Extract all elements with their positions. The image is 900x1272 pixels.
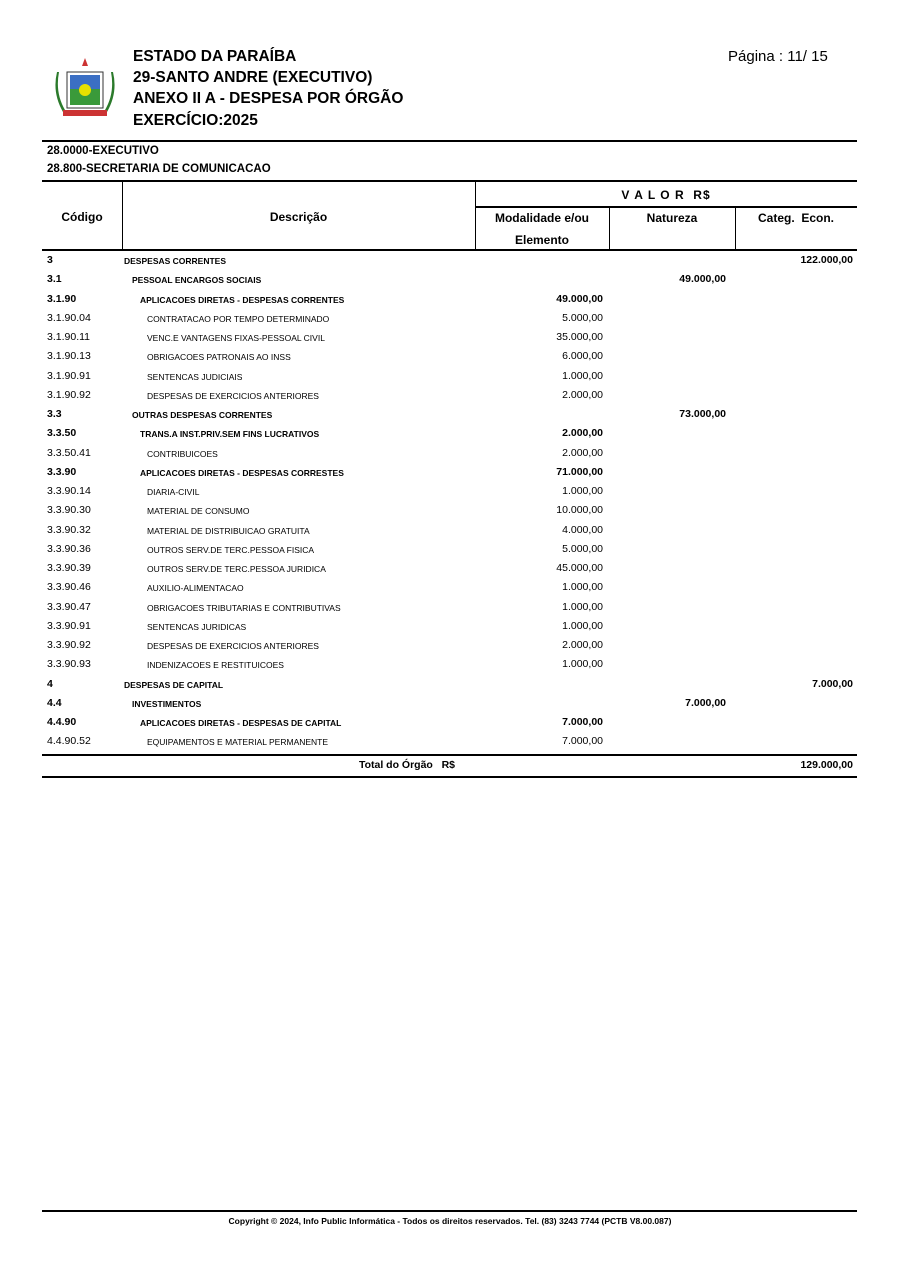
- row-description: VENC.E VANTAGENS FIXAS-PESSOAL CIVIL: [147, 333, 325, 343]
- row-value-mod: 5.000,00: [562, 311, 603, 324]
- table-row: [0, 522, 900, 541]
- table-row: [0, 291, 900, 310]
- row-code: 3.1: [47, 273, 62, 286]
- row-value-mod: 71.000,00: [556, 465, 603, 478]
- row-code: 3: [47, 254, 53, 266]
- row-description: AUXILIO-ALIMENTACAO: [147, 583, 244, 594]
- row-code: 3.3.90.47: [47, 600, 91, 613]
- row-description: PESSOAL ENCARGOS SOCIAIS: [132, 275, 262, 286]
- col-header-description: Descrição: [269, 210, 328, 224]
- row-description: EQUIPAMENTOS E MATERIAL PERMANENTE: [147, 737, 329, 748]
- row-code: 3.1.90.11: [47, 331, 91, 343]
- row-description: APLICACOES DIRETAS - DESPESAS DE CAPITAL: [140, 718, 342, 728]
- table-row: [0, 676, 900, 695]
- table-row: [0, 579, 900, 598]
- table-row: [0, 406, 900, 425]
- row-description: DIARIA-CIVIL: [147, 487, 200, 497]
- row-description: DESPESAS CORRENTES: [124, 256, 227, 266]
- row-code: 3.1.90.92: [47, 388, 91, 401]
- row-value-cat: 122.000,00: [800, 254, 853, 266]
- row-value-mod: 2.000,00: [562, 388, 603, 401]
- row-value-mod: 1.000,00: [562, 581, 603, 594]
- row-value-mod: 2.000,00: [562, 446, 603, 459]
- row-code: 3.3.90.32: [47, 523, 91, 536]
- row-code: 3.3.90.92: [47, 639, 91, 651]
- row-description: DESPESAS DE CAPITAL: [124, 679, 224, 690]
- row-description: TRANS.A INST.PRIV.SEM FINS LUCRATIVOS: [140, 429, 320, 440]
- row-code: 3.3.90.39: [47, 562, 91, 574]
- col-header-natureza: Natureza: [646, 211, 698, 225]
- row-value-mod: 5.000,00: [562, 542, 603, 555]
- row-value-mod: 7.000,00: [562, 716, 603, 728]
- table-row: [0, 695, 900, 714]
- col-header-elemento: Elemento: [514, 233, 569, 247]
- row-code: 3.3.90.93: [47, 658, 91, 671]
- table-row: [0, 733, 900, 752]
- table-row: [0, 618, 900, 637]
- row-value-nat: 49.000,00: [679, 273, 726, 286]
- org-subunit: 28.800-SECRETARIA DE COMUNICACAO: [47, 163, 271, 175]
- col-header-valor: V A L O R R$: [621, 188, 711, 202]
- total-value: 129.000,00: [800, 759, 853, 771]
- table-row: [0, 252, 900, 271]
- row-code: 3.1.90: [47, 292, 77, 305]
- row-code: 3.3.90.91: [47, 619, 91, 632]
- divider: [42, 140, 857, 142]
- row-code: 3.1.90.13: [47, 350, 91, 363]
- table-row: [0, 502, 900, 521]
- row-value-mod: 6.000,00: [562, 350, 603, 363]
- row-code: 3.3.90: [47, 465, 77, 478]
- table-row: [0, 425, 900, 444]
- row-description: MATERIAL DE DISTRIBUICAO GRATUITA: [147, 525, 310, 536]
- divider: [42, 754, 857, 756]
- row-code: 3.3.90.36: [47, 542, 91, 555]
- row-description: INDENIZACOES E RESTITUICOES: [147, 660, 284, 671]
- row-description: APLICACOES DIRETAS - DESPESAS CORRENTES: [140, 294, 345, 305]
- row-value-mod: 35.000,00: [556, 331, 603, 343]
- row-code: 4.4: [47, 696, 62, 709]
- table-row: [0, 599, 900, 618]
- row-value-mod: 1.000,00: [562, 600, 603, 613]
- row-value-mod: 1.000,00: [562, 658, 603, 671]
- row-code: 3.1.90.91: [47, 369, 91, 382]
- header-report-title: ANEXO II A - DESPESA POR ÓRGÃO: [133, 90, 404, 107]
- footer-divider: [42, 1210, 857, 1212]
- table-row: [0, 637, 900, 656]
- row-description: DESPESAS DE EXERCICIOS ANTERIORES: [147, 641, 319, 651]
- row-description: SENTENCAS JURIDICAS: [147, 621, 247, 632]
- table-row: [0, 714, 900, 733]
- table-row: [0, 271, 900, 290]
- table-row: [0, 445, 900, 464]
- row-code: 3.3.90.14: [47, 485, 91, 497]
- table-row: [0, 464, 900, 483]
- table-row: [0, 483, 900, 502]
- row-value-mod: 1.000,00: [562, 619, 603, 632]
- row-value-mod: 45.000,00: [556, 562, 603, 574]
- table-row: [0, 348, 900, 367]
- row-code: 3.3: [47, 408, 62, 420]
- row-description: APLICACOES DIRETAS - DESPESAS CORRESTES: [140, 467, 344, 478]
- row-description: OUTROS SERV.DE TERC.PESSOA JURIDICA: [147, 564, 326, 574]
- row-code: 4.4.90.52: [47, 735, 91, 748]
- row-value-mod: 7.000,00: [562, 735, 603, 748]
- row-value-nat: 7.000,00: [685, 696, 726, 709]
- row-description: MATERIAL DE CONSUMO: [147, 506, 250, 517]
- header-fiscal-year: EXERCÍCIO:2025: [133, 112, 258, 129]
- row-description: SENTENCAS JUDICIAIS: [147, 371, 243, 382]
- header-entity: 29-SANTO ANDRE (EXECUTIVO): [133, 69, 373, 86]
- row-code: 3.3.50.41: [47, 446, 91, 459]
- row-value-cat: 7.000,00: [812, 677, 853, 690]
- org-unit: 28.0000-EXECUTIVO: [47, 145, 159, 157]
- table-row: [0, 368, 900, 387]
- table-row: [0, 329, 900, 348]
- table-row: [0, 560, 900, 579]
- row-code: 3.3.50: [47, 427, 77, 440]
- footer-copyright: Copyright © 2024, Info Public Informática - Todos os direitos reservados. Tel. (83) 3243 7744 (PCTB V8.00.087): [228, 1216, 672, 1226]
- row-code: 3.3.90.30: [47, 504, 91, 517]
- row-value-mod: 49.000,00: [556, 292, 603, 305]
- row-code: 3.1.90.04: [47, 311, 91, 324]
- row-description: CONTRIBUICOES: [147, 448, 218, 459]
- row-value-mod: 10.000,00: [556, 504, 603, 517]
- col-header-categ-econ: Categ. Econ.: [757, 211, 834, 225]
- divider: [42, 776, 857, 778]
- header-state: ESTADO DA PARAÍBA: [133, 48, 297, 65]
- col-header-code: Código: [61, 210, 103, 224]
- row-code: 4: [47, 677, 53, 690]
- table-row: [0, 310, 900, 329]
- row-value-mod: 2.000,00: [562, 639, 603, 651]
- row-description: OBRIGACOES TRIBUTARIAS E CONTRIBUTIVAS: [147, 602, 341, 613]
- row-description: DESPESAS DE EXERCICIOS ANTERIORES: [147, 390, 319, 401]
- row-description: INVESTIMENTOS: [132, 698, 202, 709]
- table-row: [0, 541, 900, 560]
- col-header-modalidade: Modalidade e/ou: [494, 211, 589, 225]
- table-row: [0, 656, 900, 675]
- row-code: 3.3.90.46: [47, 581, 91, 594]
- row-description: OUTROS SERV.DE TERC.PESSOA FISICA: [147, 544, 315, 555]
- table-row: [0, 387, 900, 406]
- row-code: 4.4.90: [47, 716, 77, 728]
- row-description: OBRIGACOES PATRONAIS AO INSS: [147, 352, 291, 363]
- row-value-mod: 1.000,00: [562, 485, 603, 497]
- state-coat-of-arms-logo: [55, 58, 115, 120]
- row-value-mod: 1.000,00: [562, 369, 603, 382]
- row-description: CONTRATACAO POR TEMPO DETERMINADO: [147, 313, 330, 324]
- row-value-nat: 73.000,00: [679, 408, 726, 420]
- row-description: OUTRAS DESPESAS CORRENTES: [132, 410, 273, 420]
- total-label: Total do Órgão R$: [358, 759, 455, 771]
- row-value-mod: 4.000,00: [562, 523, 603, 536]
- page-number: Página : 11/ 15: [728, 48, 828, 65]
- row-value-mod: 2.000,00: [562, 427, 603, 440]
